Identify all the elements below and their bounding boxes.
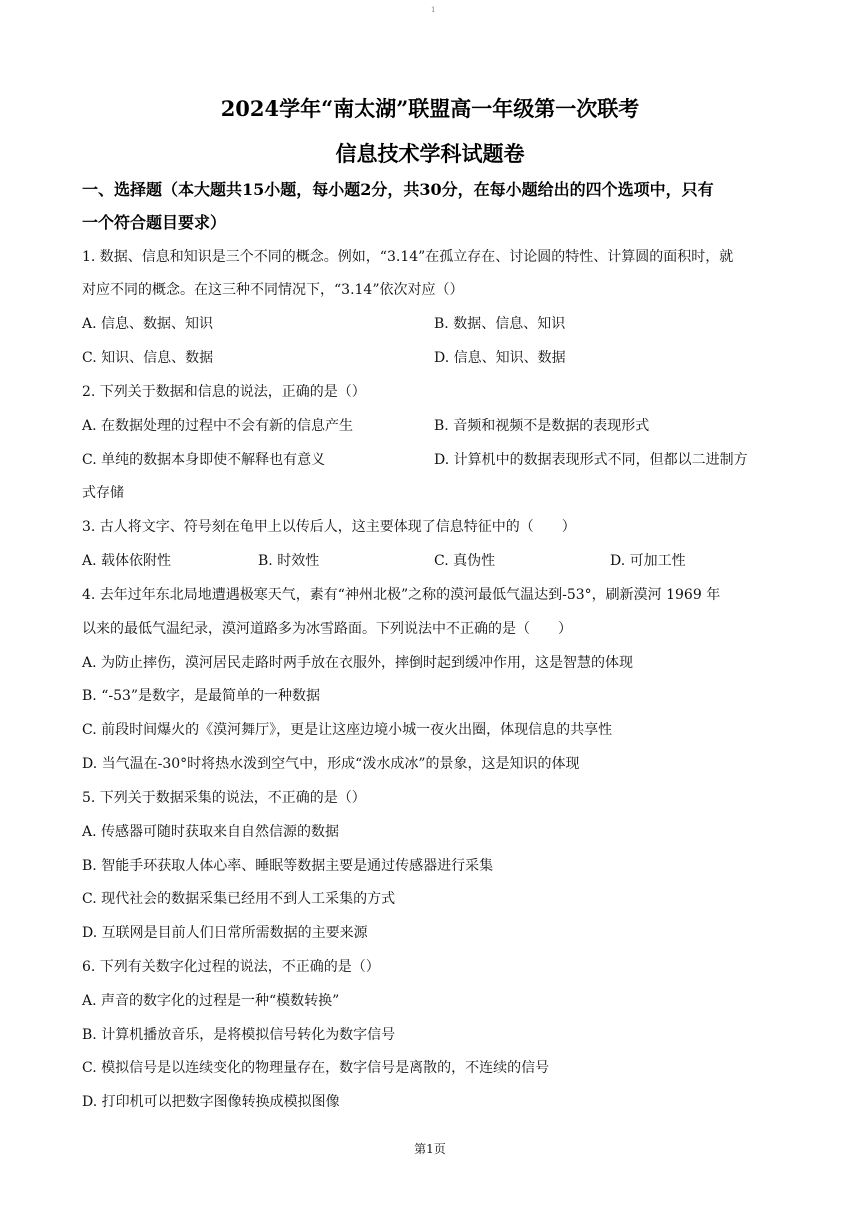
exam-title: 2024学年“南太湖”联盟高一年级第一次联考 — [220, 96, 640, 121]
question-4-option-a: A. 为防止摔伤，漠河居民走路时两手放在衣服外，摔倒时起到缓冲作用，这是智慧的体现 — [82, 655, 634, 671]
question-1-option-d: D. 信息、知识、数据 — [434, 350, 566, 366]
question-6-option-d: D. 打印机可以把数字图像转换成模拟图像 — [82, 1094, 340, 1110]
question-6-stem: 6. 下列有关数字化过程的说法，不正确的是（） — [82, 959, 380, 975]
question-4-option-c: C. 前段时间爆火的《漠河舞厅》，更是让这座边境小城一夜火出圈，体现信息的共享性 — [82, 722, 613, 738]
question-3-option-c: C. 真伪性 — [434, 553, 496, 569]
question-4-option-b: B. “-53”是数字，是最简单的一种数据 — [82, 688, 321, 704]
question-6-option-a: A. 声音的数字化的过程是一种“模数转换” — [82, 993, 340, 1009]
question-6-option-b: B. 计算机播放音乐，是将模拟信号转化为数字信号 — [82, 1027, 396, 1043]
question-6-option-c: C. 模拟信号是以连续变化的物理量存在，数字信号是离散的，不连续的信号 — [82, 1060, 550, 1076]
question-2-option-d: D. 计算机中的数据表现形式不同，但都以二进制方 — [434, 452, 748, 468]
question-3-option-a: A. 载体依附性 — [82, 553, 172, 569]
question-1-stem-line-1: 1. 数据、信息和知识是三个不同的概念。例如，“3.14”在孤立存在、讨论圆的特性、计算圆的面积时，就 — [82, 249, 734, 265]
section-heading-line-2: 一个符合题目要求） — [82, 213, 227, 232]
exam-subtitle: 信息技术学科试题卷 — [335, 141, 525, 166]
question-1-option-a: A. 信息、数据、知识 — [82, 316, 214, 332]
question-5-option-d: D. 互联网是目前人们日常所需数据的主要来源 — [82, 925, 368, 941]
question-3-option-d: D. 可加工性 — [610, 553, 686, 569]
section-heading-line-1: 一、选择题（本大题共15小题，每小题2分，共30分，在每小题给出的四个选项中，只有 — [82, 180, 714, 199]
question-5-option-b: B. 智能手环获取人体心率、睡眠等数据主要是通过传感器进行采集 — [82, 858, 494, 874]
question-4-option-d: D. 当气温在-30°时将热水泼到空气中，形成“泼水成冰”的景象，这是知识的体现 — [82, 756, 580, 772]
question-5-option-c: C. 现代社会的数据采集已经用不到人工采集的方式 — [82, 891, 396, 907]
question-2-option-c: C. 单纯的数据本身即使不解释也有意义 — [82, 452, 326, 468]
question-2-option-a: A. 在数据处理的过程中不会有新的信息产生 — [82, 418, 354, 434]
page-number: 第1页 — [414, 1142, 446, 1156]
question-3-stem: 3. 古人将文字、符号刻在龟甲上以传后人，这主要体现了信息特征中的（ ） — [82, 519, 576, 535]
section-heading — [82, 173, 782, 239]
question-1-option-b: B. 数据、信息、知识 — [434, 316, 566, 332]
question-1-stem-line-2: 对应不同的概念。在这三种不同情况下，“3.14”依次对应（） — [82, 282, 464, 298]
question-2-option-d-continued: 式存储 — [82, 485, 124, 501]
question-4-stem-line-2: 以来的最低气温纪录，漠河道路多为冰雪路面。下列说法中不正确的是（ ） — [82, 621, 572, 637]
question-3-option-b: B. 时效性 — [258, 553, 320, 569]
question-2-option-b: B. 音频和视频不是数据的表现形式 — [434, 418, 650, 434]
header-mark: 1 — [431, 6, 436, 14]
question-1-option-c: C. 知识、信息、数据 — [82, 350, 214, 366]
question-5-option-a: A. 传感器可随时获取来自自然信源的数据 — [82, 824, 340, 840]
question-5-stem: 5. 下列关于数据采集的说法，不正确的是（） — [82, 790, 366, 806]
question-4-stem-line-1: 4. 去年过年东北局地遭遇极寒天气，素有“神州北极”之称的漠河最低气温达到-53°，刷新漠河 1969 年 — [82, 587, 721, 603]
question-2-stem: 2. 下列关于数据和信息的说法，正确的是（） — [82, 384, 366, 400]
